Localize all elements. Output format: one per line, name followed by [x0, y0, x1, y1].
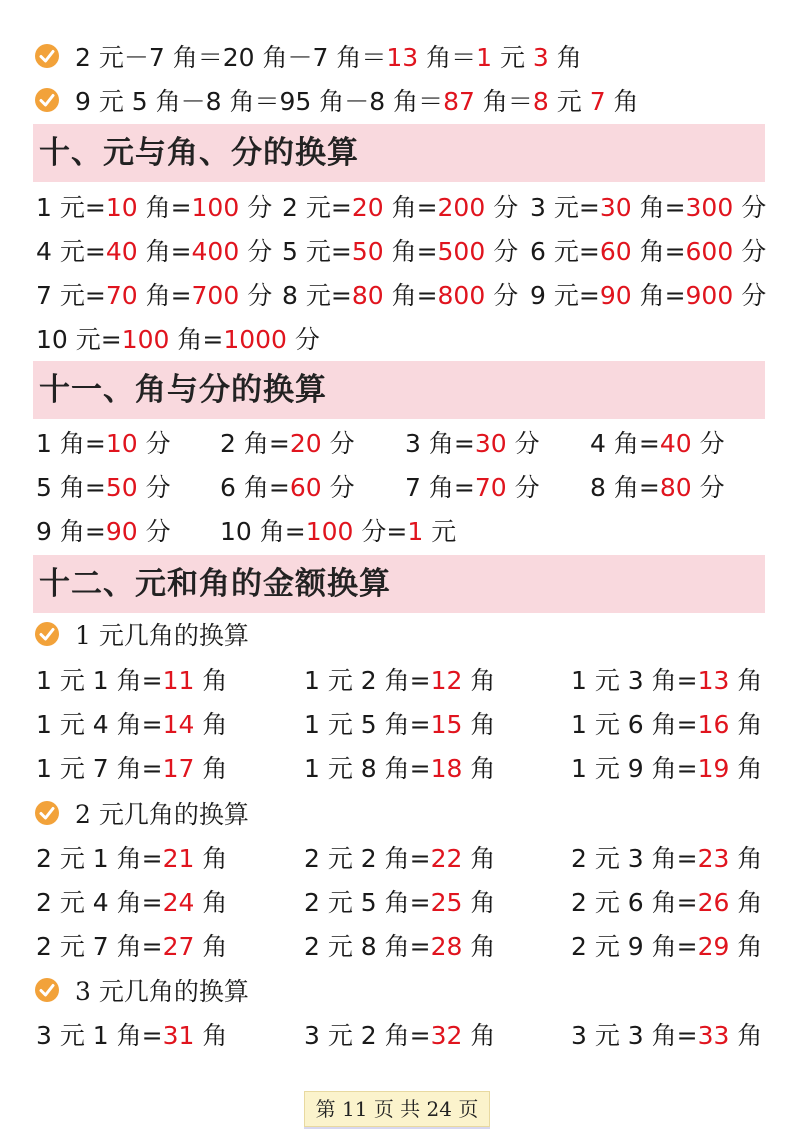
conversion-item: 2 元 6 角=26 角 — [571, 888, 763, 917]
section-title: 十一、角与分的换算 — [39, 372, 327, 408]
conversion-item: 9 角=90 分 — [36, 517, 171, 546]
conversion-item: 1 元 9 角=19 角 — [571, 754, 763, 783]
conversion-row — [0, 927, 800, 967]
conversion-item: 1 元 3 角=13 角 — [571, 666, 763, 695]
conversion-item: 1 元 1 角=11 角 — [36, 666, 228, 695]
conversion-row — [0, 839, 800, 879]
check-badge-icon — [34, 800, 60, 826]
conversion-item: 1 元 2 角=12 角 — [304, 666, 496, 695]
section-heading-12 — [33, 555, 765, 613]
section-title: 十、元与角、分的换算 — [39, 135, 359, 171]
check-badge-icon — [34, 87, 60, 113]
subheading-row — [0, 795, 800, 835]
conversion-item: 3 元 2 角=32 角 — [304, 1021, 496, 1050]
expression-line-2 — [0, 82, 800, 122]
conversion-row — [0, 188, 800, 228]
conversion-item: 2 元 1 角=21 角 — [36, 844, 228, 873]
conversion-item: 2 元 8 角=28 角 — [304, 932, 496, 961]
group-subtitle: 3 元几角的换算 — [75, 977, 249, 1006]
conversion-item: 8 元=80 角=800 分 — [282, 281, 519, 310]
section-title: 十二、元和角的金额换算 — [39, 566, 391, 602]
group-subtitle: 1 元几角的换算 — [75, 621, 249, 650]
conversion-item: 6 元=60 角=600 分 — [530, 237, 767, 266]
conversion-item: 3 元 3 角=33 角 — [571, 1021, 763, 1050]
conversion-item: 10 角=100 分=1 元 — [220, 517, 457, 546]
section-heading-10 — [33, 124, 765, 182]
check-badge-icon — [34, 621, 60, 647]
conversion-item: 1 元 5 角=15 角 — [304, 710, 496, 739]
expression-text: 2 元－7 角＝20 角－7 角＝13 角＝1 元 3 角 — [75, 43, 582, 72]
conversion-row — [0, 705, 800, 745]
conversion-row — [0, 468, 800, 508]
conversion-row — [0, 512, 800, 552]
section-heading-11 — [33, 361, 765, 419]
conversion-item: 2 元 4 角=24 角 — [36, 888, 228, 917]
conversion-row — [0, 883, 800, 923]
conversion-item: 10 元=100 角=1000 分 — [36, 325, 320, 354]
conversion-item: 7 角=70 分 — [405, 473, 540, 502]
conversion-item: 7 元=70 角=700 分 — [36, 281, 273, 310]
check-badge-icon — [34, 43, 60, 69]
conversion-item: 2 元 3 角=23 角 — [571, 844, 763, 873]
conversion-item: 8 角=80 分 — [590, 473, 725, 502]
conversion-item: 1 元 4 角=14 角 — [36, 710, 228, 739]
conversion-item: 4 元=40 角=400 分 — [36, 237, 273, 266]
conversion-item: 5 角=50 分 — [36, 473, 171, 502]
check-badge-icon — [34, 977, 60, 1003]
conversion-item: 1 元 7 角=17 角 — [36, 754, 228, 783]
conversion-row — [0, 749, 800, 789]
conversion-item: 2 元 2 角=22 角 — [304, 844, 496, 873]
conversion-item: 3 角=30 分 — [405, 429, 540, 458]
conversion-row — [0, 276, 800, 316]
conversion-row — [0, 424, 800, 464]
conversion-row — [0, 320, 800, 360]
expression-line-1 — [0, 38, 800, 78]
conversion-item: 3 元 1 角=31 角 — [36, 1021, 228, 1050]
conversion-item: 2 元 9 角=29 角 — [571, 932, 763, 961]
conversion-item: 1 元 8 角=18 角 — [304, 754, 496, 783]
conversion-item: 2 元 5 角=25 角 — [304, 888, 496, 917]
conversion-item: 2 元 7 角=27 角 — [36, 932, 228, 961]
footer-divider — [304, 1127, 490, 1129]
subheading-row — [0, 616, 800, 656]
conversion-item: 1 角=10 分 — [36, 429, 171, 458]
conversion-item: 5 元=50 角=500 分 — [282, 237, 519, 266]
conversion-item: 6 角=60 分 — [220, 473, 355, 502]
conversion-item: 2 角=20 分 — [220, 429, 355, 458]
conversion-item: 2 元=20 角=200 分 — [282, 193, 519, 222]
conversion-item: 3 元=30 角=300 分 — [530, 193, 767, 222]
conversion-row — [0, 1016, 800, 1056]
conversion-item: 9 元=90 角=900 分 — [530, 281, 767, 310]
page-number-footer: 第 11 页 共 24 页 — [304, 1091, 490, 1127]
subheading-row — [0, 972, 800, 1012]
conversion-item: 4 角=40 分 — [590, 429, 725, 458]
conversion-row — [0, 232, 800, 272]
group-subtitle: 2 元几角的换算 — [75, 800, 249, 829]
conversion-item: 1 元 6 角=16 角 — [571, 710, 763, 739]
conversion-row — [0, 661, 800, 701]
expression-text: 9 元 5 角－8 角＝95 角－8 角＝87 角＝8 元 7 角 — [75, 87, 639, 116]
conversion-item: 1 元=10 角=100 分 — [36, 193, 273, 222]
